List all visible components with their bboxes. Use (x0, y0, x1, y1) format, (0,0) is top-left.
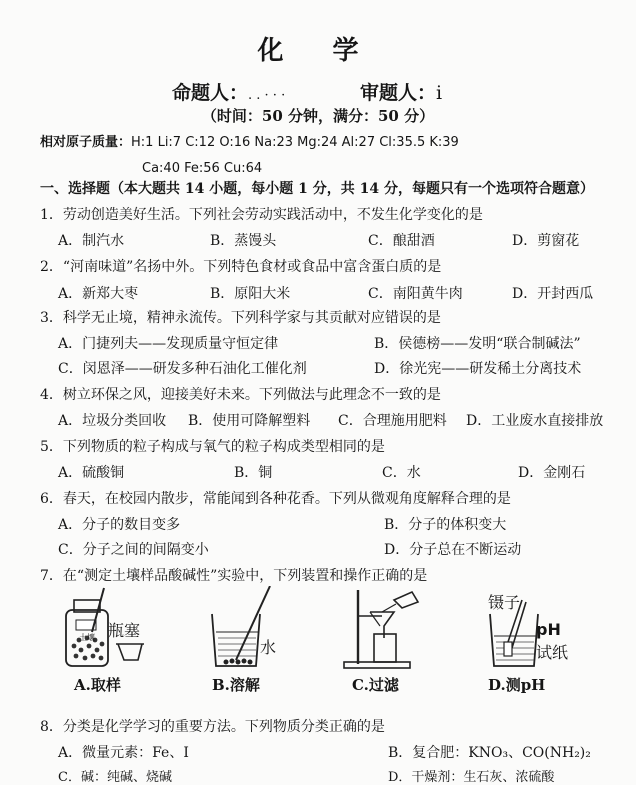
author-field (172, 78, 285, 105)
time-info: （时间：50 分钟，满分：50 分） (201, 107, 435, 125)
question-stem: 2．“河南味道”名扬中外。下列特色食材或食品中富含蛋白质的是 (40, 259, 442, 275)
question-stem: 1．劳动创造美好生活。下列社会劳动实践活动中，不发生化学变化的是 (40, 207, 483, 223)
figure-c-label: C.过滤 (352, 676, 399, 694)
option-d-cutoff: D．干燥剂：生石灰、浓硫酸 (388, 770, 555, 785)
question-stem: 6．春天，在校园内散步，常能闻到各种花香。下列从微观角度解释合理的是 (40, 491, 511, 507)
question-stem: 3．科学无止境，精神永流传。下列科学家与其贡献对应错误的是 (40, 310, 441, 326)
ph-note: pH (536, 620, 561, 639)
paper-note: 试纸 (536, 643, 569, 662)
option-b: B．使用可降解塑料 (188, 413, 311, 429)
option-c: C．酿甜酒 (368, 233, 435, 249)
option-a: A．制汽水 (58, 233, 125, 249)
option-b: B．原阳大米 (210, 286, 291, 302)
reviewer-field (360, 78, 442, 105)
reviewer-label: 审题人： (360, 82, 437, 104)
option-d: D．剪窗花 (512, 233, 580, 249)
question-stem: 4．树立环保之风，迎接美好未来。下列做法与此理念不一致的是 (40, 387, 441, 403)
option-c: C．南阳黄牛肉 (368, 286, 463, 302)
option-b: B．蒸馒头 (210, 233, 277, 249)
atomic-mass-line1: H:1 Li:7 C:12 O:16 Na:23 Mg:24 Al:27 Cl:35.5 K:39 (131, 135, 459, 150)
option-d: D．徐光宪——研发稀土分离技术 (374, 361, 582, 377)
option-b: B．侯德榜——发明“联合制碱法” (374, 336, 581, 352)
option-d: D．开封西瓜 (512, 286, 594, 302)
option-c: C．分子之间的间隔变小 (58, 542, 209, 558)
page-title: 化 学 (257, 36, 379, 66)
option-b: B．分子的体积变大 (384, 517, 507, 533)
option-a: A．微量元素：Fe、I (58, 745, 189, 761)
option-b: B．铜 (234, 465, 273, 481)
author-label: 命题人： (172, 82, 249, 104)
option-d: D．工业废水直接排放 (466, 413, 604, 429)
option-a: A．分子的数目变多 (58, 517, 181, 533)
question-stem: 5．下列物质的粒子构成与氧气的粒子构成类型相同的是 (40, 439, 385, 455)
figure-d-label: D.测pH (488, 676, 546, 694)
option-c-cutoff: C．碱：纯碱、烧碱 (58, 770, 172, 785)
option-d: D．分子总在不断运动 (384, 542, 522, 558)
tweezers-note: 镊子 (488, 593, 521, 612)
bottle-label: 土壤 (79, 633, 95, 642)
atomic-mass-label: 相对原子质量： (40, 135, 132, 150)
question-stem: 8．分类是化学学习的重要方法。下列物质分类正确的是 (40, 719, 385, 735)
option-a: A．垃圾分类回收 (58, 413, 167, 429)
reviewer-value: i (436, 82, 443, 104)
option-a: A．门捷列夫——发现质量守恒定律 (58, 336, 279, 352)
dissolving-figure (206, 586, 276, 672)
question-stem: 7．在“测定土壤样品酸碱性”实验中，下列装置和操作正确的是 (40, 568, 428, 584)
atomic-mass-block (40, 130, 636, 182)
figure-a-label: A.取样 (74, 676, 121, 694)
water-note: 水 (260, 638, 277, 657)
atomic-mass-line2: Ca:40 Fe:56 Cu:64 (142, 161, 263, 176)
stopper-note: 瓶塞 (108, 621, 141, 640)
author-value: . . · · · (248, 88, 286, 103)
section-heading: 一、选择题（本大题共 14 小题，每小题 1 分，共 14 分，每题只有一个选项符合题意） (40, 181, 594, 197)
option-c: C．合理施用肥料 (338, 413, 447, 429)
filtration-figure (340, 586, 430, 672)
option-c: C．水 (382, 465, 421, 481)
figure-b-label: B.溶解 (212, 676, 260, 694)
option-d: D．金刚石 (518, 465, 586, 481)
option-a: A．新郑大枣 (58, 286, 139, 302)
option-a: A．硫酸铜 (58, 465, 125, 481)
option-b: B．复合肥：KNO₃、CO(NH₂)₂ (388, 745, 591, 761)
option-c: C．闵恩泽——研发多种石油化工催化剂 (58, 361, 307, 377)
